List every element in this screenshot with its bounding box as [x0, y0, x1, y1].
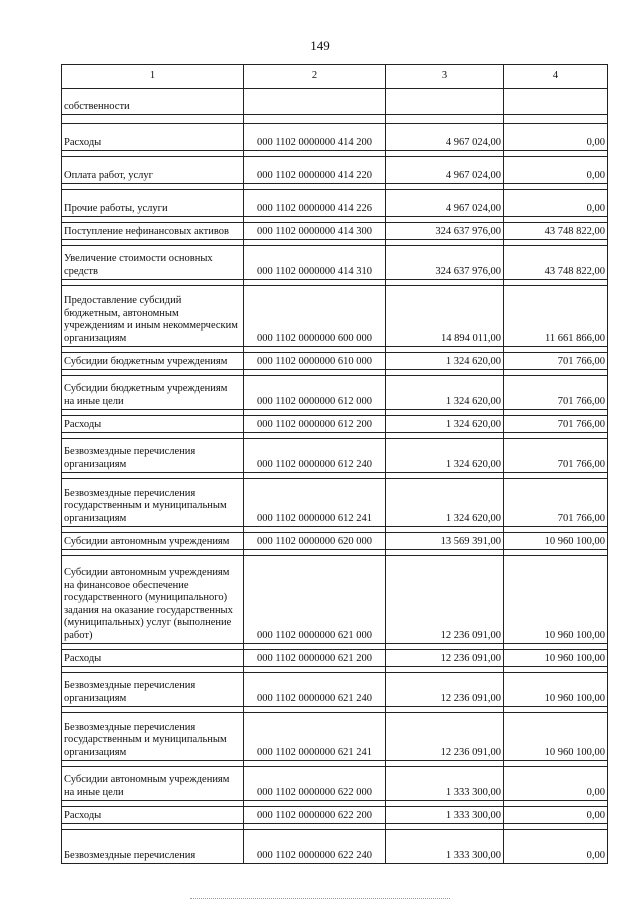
table-row [62, 479, 608, 527]
row-code-cell: 000 1102 0000000 414 200 [244, 124, 386, 151]
row-value-col4-cell: 43 748 822,00 [504, 223, 608, 240]
row-code-cell: 000 1102 0000000 600 000 [244, 286, 386, 347]
row-value-col4-cell: 701 766,00 [504, 479, 608, 527]
row-value-col4-cell: 10 960 100,00 [504, 533, 608, 550]
table-row [62, 376, 608, 410]
table-row [62, 830, 608, 864]
spacer-cell [386, 115, 504, 124]
row-value-col4-cell: 10 960 100,00 [504, 650, 608, 667]
row-name-cell: Расходы [62, 124, 244, 151]
row-name-cell: Субсидии автономным учреждениям на иные цели [62, 767, 244, 801]
table-row [62, 416, 608, 433]
row-value-col3-cell: 1 324 620,00 [386, 416, 504, 433]
row-code-cell: 000 1102 0000000 622 000 [244, 767, 386, 801]
table-row [62, 533, 608, 550]
row-value-col3-cell: 4 967 024,00 [386, 157, 504, 184]
row-value-col4-cell: 701 766,00 [504, 416, 608, 433]
row-value-col3-cell [386, 89, 504, 115]
row-value-col3-cell: 4 967 024,00 [386, 190, 504, 217]
page-number: 149 [310, 38, 330, 53]
row-name-cell: Увеличение стоимости основных средств [62, 246, 244, 280]
row-value-col4-cell: 0,00 [504, 807, 608, 824]
row-code-cell: 000 1102 0000000 612 200 [244, 416, 386, 433]
row-name-cell: Субсидии бюджетным учреждениям [62, 353, 244, 370]
table-row [62, 353, 608, 370]
row-value-col3-cell: 4 967 024,00 [386, 124, 504, 151]
row-value-col3-cell: 1 324 620,00 [386, 353, 504, 370]
row-value-col4-cell: 10 960 100,00 [504, 713, 608, 761]
row-value-col3-cell: 12 236 091,00 [386, 650, 504, 667]
column-header: 3 [386, 65, 504, 89]
column-header: 1 [62, 65, 244, 89]
row-value-col4-cell [504, 89, 608, 115]
row-name-cell: Безвозмездные перечисления [62, 830, 244, 864]
row-code-cell: 000 1102 0000000 621 241 [244, 713, 386, 761]
row-name-cell: Безвозмездные перечисления государственным и муниципальным организациям [62, 713, 244, 761]
row-value-col3-cell: 1 333 300,00 [386, 830, 504, 864]
table-row [62, 286, 608, 347]
row-code-cell: 000 1102 0000000 622 240 [244, 830, 386, 864]
table-row [62, 673, 608, 707]
table-row [62, 650, 608, 667]
row-name-cell: Расходы [62, 807, 244, 824]
row-code-cell: 000 1102 0000000 414 220 [244, 157, 386, 184]
row-value-col4-cell: 10 960 100,00 [504, 673, 608, 707]
row-value-col3-cell: 1 333 300,00 [386, 767, 504, 801]
row-value-col4-cell: 701 766,00 [504, 353, 608, 370]
spacer-cell [244, 115, 386, 124]
row-name-cell: Безвозмездные перечисления организациям [62, 439, 244, 473]
row-name-cell: Прочие работы, услуги [62, 190, 244, 217]
column-header: 4 [504, 65, 608, 89]
row-spacer [62, 115, 608, 124]
table-row [62, 713, 608, 761]
row-value-col4-cell: 43 748 822,00 [504, 246, 608, 280]
column-header: 2 [244, 65, 386, 89]
budget-table [61, 64, 608, 864]
bottom-divider [190, 898, 450, 899]
row-name-cell: собственности [62, 89, 244, 115]
row-code-cell: 000 1102 0000000 621 240 [244, 673, 386, 707]
row-code-cell: 000 1102 0000000 621 200 [244, 650, 386, 667]
row-value-col3-cell: 1 324 620,00 [386, 439, 504, 473]
row-value-col3-cell: 324 637 976,00 [386, 246, 504, 280]
table-row [62, 556, 608, 644]
row-name-cell: Безвозмездные перечисления государственным и муниципальным организациям [62, 479, 244, 527]
row-code-cell: 000 1102 0000000 612 240 [244, 439, 386, 473]
spacer-cell [504, 115, 608, 124]
row-value-col4-cell: 701 766,00 [504, 439, 608, 473]
row-value-col3-cell: 12 236 091,00 [386, 556, 504, 644]
row-value-col4-cell: 0,00 [504, 124, 608, 151]
row-code-cell: 000 1102 0000000 622 200 [244, 807, 386, 824]
table-row [62, 246, 608, 280]
row-code-cell: 000 1102 0000000 414 300 [244, 223, 386, 240]
row-code-cell: 000 1102 0000000 414 310 [244, 246, 386, 280]
table-row [62, 223, 608, 240]
row-value-col4-cell: 701 766,00 [504, 376, 608, 410]
row-name-cell: Предоставление субсидий бюджетным, автономным учреждениям и иным некоммерческим организациям [62, 286, 244, 347]
row-name-cell: Расходы [62, 650, 244, 667]
table-row [62, 89, 608, 115]
row-code-cell: 000 1102 0000000 620 000 [244, 533, 386, 550]
row-value-col4-cell: 0,00 [504, 157, 608, 184]
row-name-cell: Субсидии автономным учреждениям на финансовое обеспечение государственного (муниципального) задания на оказание государственных (муниципальных) услуг (выполнение работ) [62, 556, 244, 644]
row-code-cell: 000 1102 0000000 414 226 [244, 190, 386, 217]
table-row [62, 157, 608, 184]
row-value-col4-cell: 0,00 [504, 190, 608, 217]
row-name-cell: Поступление нефинансовых активов [62, 223, 244, 240]
row-value-col3-cell: 14 894 011,00 [386, 286, 504, 347]
row-value-col3-cell: 1 333 300,00 [386, 807, 504, 824]
row-name-cell: Оплата работ, услуг [62, 157, 244, 184]
row-value-col3-cell: 324 637 976,00 [386, 223, 504, 240]
spacer-cell [62, 115, 244, 124]
table-row [62, 807, 608, 824]
table-row [62, 767, 608, 801]
row-value-col4-cell: 10 960 100,00 [504, 556, 608, 644]
row-value-col4-cell: 0,00 [504, 767, 608, 801]
row-value-col3-cell: 12 236 091,00 [386, 713, 504, 761]
row-value-col3-cell: 12 236 091,00 [386, 673, 504, 707]
row-name-cell: Субсидии бюджетным учреждениям на иные цели [62, 376, 244, 410]
row-code-cell: 000 1102 0000000 612 241 [244, 479, 386, 527]
row-value-col3-cell: 13 569 391,00 [386, 533, 504, 550]
table-body [62, 89, 608, 864]
table-row [62, 124, 608, 151]
table-header-row [62, 65, 608, 89]
row-name-cell: Субсидии автономным учреждениям [62, 533, 244, 550]
row-value-col4-cell: 11 661 866,00 [504, 286, 608, 347]
row-value-col3-cell: 1 324 620,00 [386, 479, 504, 527]
row-code-cell: 000 1102 0000000 610 000 [244, 353, 386, 370]
row-value-col4-cell: 0,00 [504, 830, 608, 864]
table-row [62, 439, 608, 473]
row-code-cell: 000 1102 0000000 621 000 [244, 556, 386, 644]
row-value-col3-cell: 1 324 620,00 [386, 376, 504, 410]
table-row [62, 190, 608, 217]
row-name-cell: Безвозмездные перечисления организациям [62, 673, 244, 707]
row-code-cell [244, 89, 386, 115]
row-name-cell: Расходы [62, 416, 244, 433]
row-code-cell: 000 1102 0000000 612 000 [244, 376, 386, 410]
